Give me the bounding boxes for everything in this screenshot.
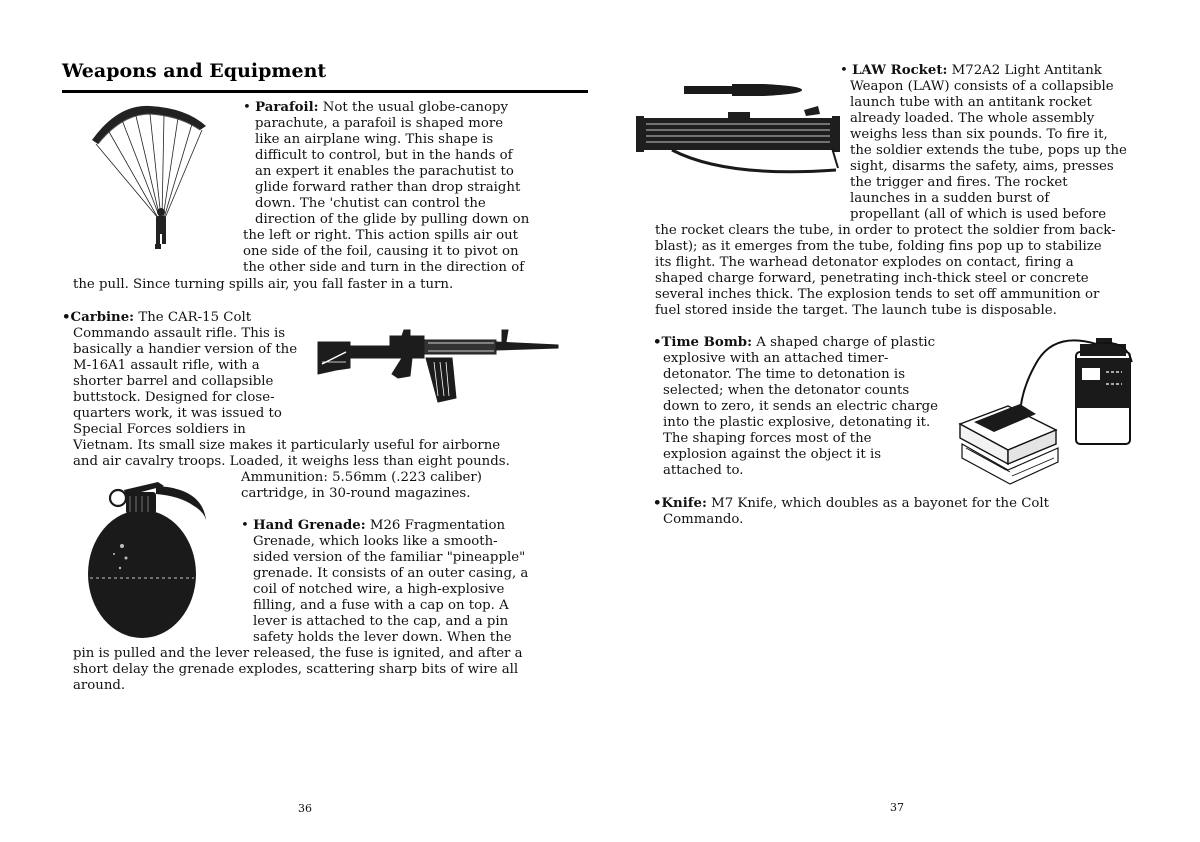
carbine-line: quarters work, it was issued to — [73, 406, 282, 421]
parafoil-illustration — [88, 100, 208, 260]
parafoil-line: difficult to control, but in the hands of — [255, 148, 513, 163]
parafoil-line: the left or right. This action spills air out — [243, 228, 519, 243]
parafoil-line-1: • Parafoil: Not the usual globe-canopy — [243, 100, 508, 115]
time-bomb-line: The shaping forces most of the — [663, 431, 872, 446]
grenade-line: grenade. It consists of an outer casing, a — [253, 566, 529, 581]
parafoil-line: the other side and turn in the direction of — [243, 260, 525, 275]
grenade-line: pin is pulled and the lever released, the fuse is ignited, and after a — [73, 646, 523, 661]
law-rocket-illustration — [636, 78, 848, 182]
carbine-line: Commando assault rifle. This is — [73, 326, 286, 341]
right-page — [600, 0, 1200, 842]
grenade-illustration — [84, 476, 214, 640]
grenade-line: safety holds the lever down. When the — [253, 630, 512, 645]
grenade-line: filling, and a fuse with a cap on top. A — [253, 598, 509, 613]
carbine-line-1: •Carbine: The CAR-15 Colt — [62, 310, 252, 325]
law-line: shaped charge forward, penetrating inch-thick steel or concrete — [655, 271, 1089, 286]
law-line: the rocket clears the tube, in order to protect the soldier from back- — [655, 223, 1116, 238]
law-line: launches in a sudden burst of — [850, 191, 1050, 206]
carbine-line: Vietnam. Its small size makes it particularly useful for airborne — [73, 438, 501, 453]
time-bomb-line: selected; when the detonator counts — [663, 383, 910, 398]
law-term: LAW Rocket: — [852, 63, 948, 78]
carbine-line: and air cavalry troops. Loaded, it weighs less than eight pounds. — [73, 454, 510, 469]
carbine-line: shorter barrel and collapsible — [73, 374, 274, 389]
law-line: Weapon (LAW) consists of a collapsible — [850, 79, 1114, 94]
parafoil-line: like an airplane wing. This shape is — [255, 132, 494, 147]
time-bomb-line: detonator. The time to detonation is — [663, 367, 906, 382]
parafoil-line: glide forward rather than drop straight — [255, 180, 521, 195]
time-bomb-line: down to zero, it sends an electric charge — [663, 399, 939, 414]
time-bomb-line-1: •Time Bomb: A shaped charge of plastic — [653, 335, 936, 350]
parafoil-line: an expert it enables the parachutist to — [255, 164, 514, 179]
grenade-term: Hand Grenade: — [253, 518, 366, 533]
page-title: Weapons and Equipment — [62, 60, 327, 82]
law-line: propellant (all of which is used before — [850, 207, 1107, 222]
parafoil-line: parachute, a parafoil is shaped more — [255, 116, 504, 131]
time-bomb-line: attached to. — [663, 463, 744, 478]
law-line: the soldier extends the tube, pops up the — [850, 143, 1127, 158]
time-bomb-line: into the plastic explosive, detonating it. — [663, 415, 931, 430]
parafoil-line: direction of the glide by pulling down on — [255, 212, 530, 227]
law-line: several inches thick. The explosion tends to set off ammunition or — [655, 287, 1100, 302]
law-line: sight, disarms the safety, aims, presses — [850, 159, 1114, 174]
parafoil-term: Parafoil: — [255, 100, 319, 115]
law-line: already loaded. The whole assembly — [850, 111, 1095, 126]
law-line: weighs less than six pounds. To fire it, — [850, 127, 1108, 142]
law-line-1: • LAW Rocket: M72A2 Light Antitank — [840, 63, 1102, 78]
knife-line: Commando. — [663, 512, 744, 527]
grenade-line: short delay the grenade explodes, scattering sharp bits of wire all — [73, 662, 519, 677]
law-line: launch tube with an antitank rocket — [850, 95, 1092, 110]
law-line: blast); as it emerges from the tube, folding fins pop up to stabilize — [655, 239, 1102, 254]
grenade-line: coil of notched wire, a high-explosive — [253, 582, 505, 597]
grenade-line-1: • Hand Grenade: M26 Fragmentation — [241, 518, 506, 533]
parafoil-line: one side of the foil, causing it to pivot on — [243, 244, 519, 259]
grenade-line: Grenade, which looks like a smooth- — [253, 534, 498, 549]
grenade-line: lever is attached to the cap, and a pin — [253, 614, 509, 629]
time-bomb-line: explosive with an attached timer- — [663, 351, 889, 366]
law-line: fuel stored inside the target. The launch tube is disposable. — [655, 303, 1057, 318]
carbine-line: Special Forces soldiers in — [73, 422, 246, 437]
knife-term: Knife: — [661, 496, 707, 511]
law-line: the trigger and fires. The rocket — [850, 175, 1068, 190]
parafoil-line: down. The 'chutist can control the — [255, 196, 486, 211]
time-bomb-line: explosion against the object it is — [663, 447, 882, 462]
carbine-illustration — [318, 328, 558, 404]
time-bomb-illustration — [946, 338, 1136, 488]
carbine-term: Carbine: — [70, 310, 135, 325]
law-line: its flight. The warhead detonator explodes on contact, firing a — [655, 255, 1074, 270]
carbine-line: basically a handier version of the — [73, 342, 298, 357]
carbine-line: M-16A1 assault rifle, with a — [73, 358, 260, 373]
page-number: 37 — [890, 801, 904, 814]
knife-line-1: •Knife: M7 Knife, which doubles as a bayonet for the Colt — [653, 496, 1049, 511]
carbine-line: cartridge, in 30-round magazines. — [241, 486, 471, 501]
grenade-line: around. — [73, 678, 126, 693]
parafoil-line: the pull. Since turning spills air, you fall faster in a turn. — [73, 277, 454, 292]
page-number: 36 — [298, 802, 312, 815]
carbine-line: buttstock. Designed for close- — [73, 390, 275, 405]
time-bomb-term: Time Bomb: — [661, 335, 752, 350]
carbine-line: Ammunition: 5.56mm (.223 caliber) — [241, 470, 482, 485]
grenade-line: sided version of the familiar "pineapple" — [253, 550, 526, 565]
title-rule — [62, 90, 588, 93]
